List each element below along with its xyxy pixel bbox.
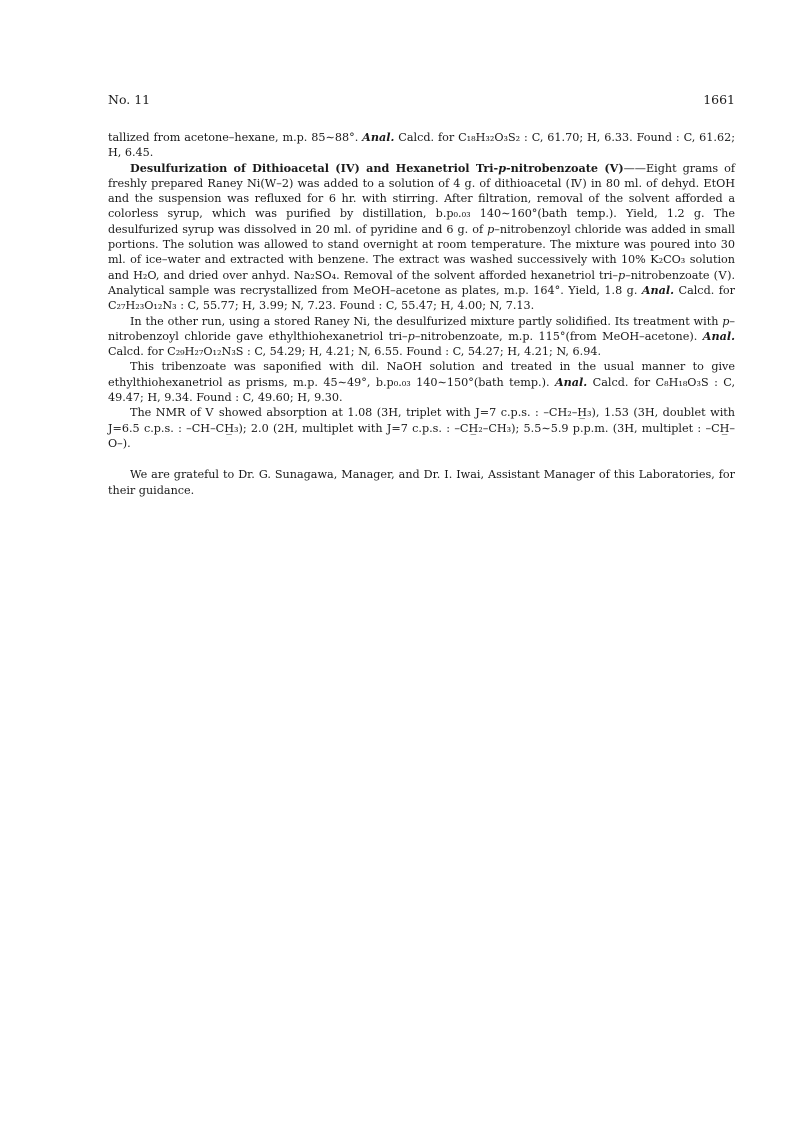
text-run: –nitrobenzoate, m.p. 115°(from MeOH–acetone). [414, 329, 703, 343]
text-run: In the other run, using a stored Raney Ni, the desulfurized mixture partly solidified. Its treatment with [130, 314, 723, 328]
text-run: p [722, 314, 730, 328]
experimental-text [108, 130, 735, 498]
paragraph-crystallization [108, 130, 735, 161]
paragraph-nmr [108, 405, 735, 451]
text-run: –nitrobenzoyl chloride was added in small portions. The solution was allowed to stand overnight at room temperature. The mixture was poured into 30 ml. of ice–water and extracted with benzene. The extract was washed successively with 10% K₂CO₃ solution and H₂O, and dried over anhyd. Na₂SO₄. Removal of the solvent afforded hexanetriol tri– [108, 222, 736, 282]
text-run: Anal. [641, 282, 675, 297]
text-run: p [498, 160, 507, 175]
issue-number: No. 11 [108, 92, 151, 107]
text-run: p [407, 329, 415, 343]
page-header [108, 92, 735, 110]
text-run: p [487, 222, 495, 236]
text-run: Found : C, 61.62; H, 6.45. [108, 131, 735, 160]
text-run: -nitrobenzoate (V) [506, 160, 624, 175]
page-number: 1661 [703, 92, 735, 107]
text-run: Anal. [554, 374, 588, 389]
paragraph-desulfurization [108, 161, 735, 314]
text-run: –nitrobenzoyl chloride gave ethylthiohexanetriol tri– [108, 314, 735, 343]
text-run: p [618, 268, 626, 282]
paragraph-other-run [108, 314, 735, 360]
text-run: This tribenzoate was saponified with dil. NaOH solution and treated in the usual manner to give ethylthiohexanetriol as prisms, m.p. 45∼49°, b.p₀.₀₃ 140∼150°(bath temp.). [108, 360, 735, 389]
text-run: –nitrobenzoate (Ⅴ). Analytical sample was recrystallized from MeOH–acetone as plates, m.p. 164°. Yield, 1.8 g. [108, 268, 736, 297]
paragraph-saponification [108, 359, 735, 405]
text-run: Calcd. for C₈H₁₈O₃S : C, 49.47; H, 9.34. Found : C, 49.60; H, 9.30. [108, 375, 736, 405]
text-run: Anal. [702, 328, 735, 343]
text-run: Calcd. for C₂₉H₂₇O₁₂N₃S : C, 54.29; H, 4.21; N, 6.55. Found : C, 54.27; H, 4.21; N, 6.94. [108, 345, 602, 359]
text-run: ——Eight grams of freshly prepared Raney Ni(W–2) was added to a solution of 4 g. of dithioacetal (Ⅳ) in 80 ml. of dehyd. EtOH and the suspension was refluxed for 6 hr. with stirring. After filtration, removal of the solvent afforded a colorless syrup, which was purified by distillation, b.p₀.₀₃ 140∼160°(bath temp.). Yield, 1.2 g. The desulfurized syrup was dissolved in 20 ml. of pyridine and 6 g. of [108, 161, 735, 236]
text-run: Calcd. for C₂₇H₂₃O₁₂N₃ : C, 55.77; H, 3.99; N, 7.23. Found : C, 55.47; H, 4.00; N, 7.13. [108, 283, 735, 313]
text-run: tallized from acetone–hexane, m.p. 85∼88°. [108, 131, 363, 144]
text-run: The NMR of Ⅴ showed absorption at 1.08 (3H, triplet with J=7 c.p.s. : –CH₂–H̲₃), 1.53 (3H, doublet with J=6.5 c.p.s. : –CH–CH̲₃); 2.0 (2H, multiplet with J=7 c.p.s. : –CH̲₂–CH₃); 5.5∼5.9 p.p.m. (3H, multiplet : –CH̲–O–). [108, 406, 735, 450]
text-run: Calcd. for C₁₈H₃₂O₃S₂ : C, 61.70; H, 6.33. [394, 131, 637, 144]
text-run: Anal. [362, 130, 395, 144]
text-run: Desulfurization of Dithioacetal (IV) and Hexanetriol Tri- [130, 160, 499, 175]
acknowledgement: We are grateful to Dr. G. Sunagawa, Manager, and Dr. I. Iwai, Assistant Manager of this Laboratories, for their guidance. [108, 468, 735, 497]
